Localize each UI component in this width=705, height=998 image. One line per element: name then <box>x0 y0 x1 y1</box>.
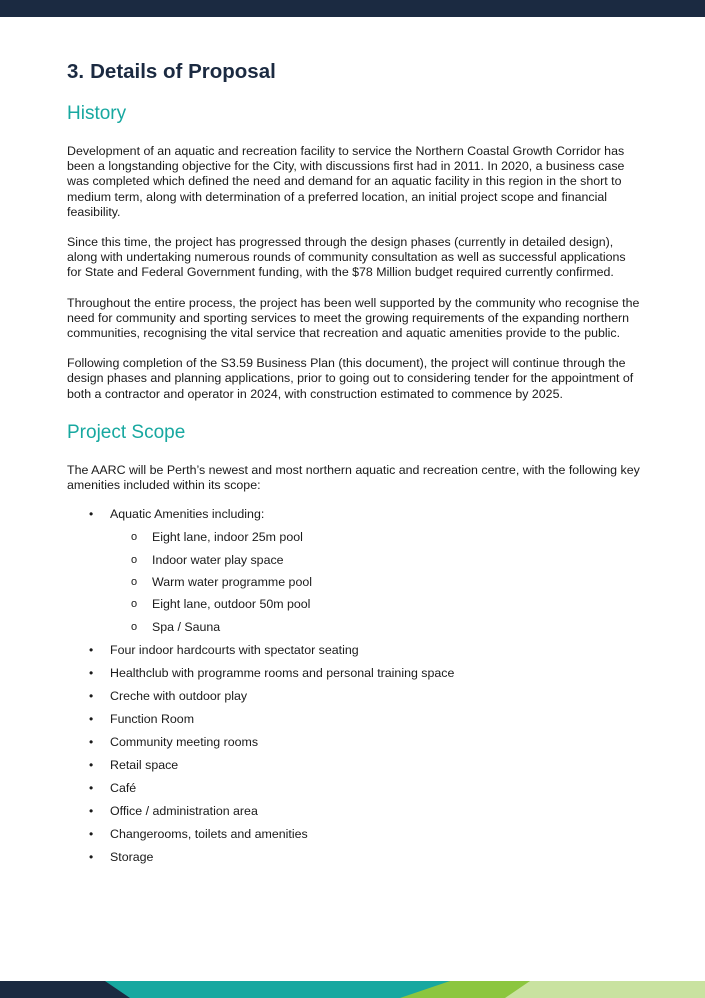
circle-bullet-icon: o <box>131 598 138 611</box>
bullet-icon: • <box>89 826 94 841</box>
sub-item-label: Warm water programme pool <box>152 575 312 590</box>
bullet-icon: • <box>89 849 94 864</box>
list-item-label: Retail space <box>110 757 179 772</box>
list-item-label: Aquatic Amenities including: <box>110 507 265 522</box>
section-title: Details of Proposal <box>90 60 276 83</box>
bullet-icon: • <box>89 665 94 680</box>
sub-list-item <box>110 620 642 635</box>
list-item-label: Storage <box>110 849 154 864</box>
list-item-label: Creche with outdoor play <box>110 688 248 703</box>
sub-item-label: Eight lane, outdoor 50m pool <box>152 597 311 612</box>
list-item-label: Function Room <box>110 711 195 726</box>
history-heading: History <box>67 103 127 124</box>
sub-item-label: Indoor water play space <box>152 552 284 567</box>
bullet-icon: • <box>89 711 94 726</box>
sub-item-label: Eight lane, indoor 25m pool <box>152 530 303 545</box>
list-item <box>67 735 642 750</box>
list-item <box>67 850 642 865</box>
list-item <box>67 827 642 842</box>
history-paragraph: Development of an aquatic and recreation facility to service the Northern Coastal Growth Corridor has been a longstanding objective for the City, with discussions first had in 2011. In 2020, a business case was completed which defined the need and demand for an aquatic facility in this region in the short to medium term, along with determination of a preferred location, an initial project scope and financial feasibility. <box>67 144 625 219</box>
sub-item-label: Spa / Sauna <box>152 619 221 634</box>
footer-band <box>0 981 705 998</box>
list-item <box>67 666 642 681</box>
history-paragraph: Following completion of the S3.59 Business Plan (this document), the project will continue through the design phases and planning applications, prior to going out to considering tender for the appointment of both a contractor and operator in 2024, with construction estimated to commence by 2025. <box>67 356 634 401</box>
list-item <box>67 712 642 727</box>
section-heading <box>67 58 642 86</box>
circle-bullet-icon: o <box>131 531 138 544</box>
bullet-icon: • <box>89 780 94 795</box>
aquatic-sublist <box>110 530 642 635</box>
bullet-icon: • <box>89 642 94 657</box>
list-item <box>67 758 642 773</box>
list-item-label: Community meeting rooms <box>110 734 259 749</box>
list-item-label: Four indoor hardcourts with spectator seating <box>110 642 359 657</box>
footer-band-teal <box>105 981 450 998</box>
document-body <box>67 58 642 873</box>
list-item-label: Changerooms, toilets and amenities <box>110 826 308 841</box>
list-item <box>67 643 642 658</box>
amenities-list <box>67 507 642 865</box>
bullet-icon: • <box>89 507 94 522</box>
bullet-icon: • <box>89 734 94 749</box>
section-number: 3. <box>67 60 85 83</box>
scope-intro: The AARC will be Perth’s newest and most northern aquatic and recreation centre, with the following key amenities included within its scope: <box>67 462 640 493</box>
circle-bullet-icon: o <box>131 620 138 633</box>
list-item <box>67 689 642 704</box>
sub-list-item <box>110 530 642 545</box>
footer-band-light-green <box>505 981 705 998</box>
list-item-label: Healthclub with programme rooms and personal training space <box>110 665 455 680</box>
circle-bullet-icon: o <box>131 576 138 589</box>
history-paragraph: Throughout the entire process, the project has been well supported by the community who recognise the need for community and sporting services to meet the growing requirements of the expanding northern communities, recognising the vital service that recreation and aquatic amenities provide to the public. <box>67 295 640 341</box>
bullet-icon: • <box>89 803 94 818</box>
sub-list-item <box>110 575 642 590</box>
list-item-label: Office / administration area <box>110 803 258 818</box>
sub-list-item <box>110 597 642 612</box>
circle-bullet-icon: o <box>131 553 138 566</box>
list-item-label: Café <box>110 780 137 795</box>
history-paragraph: Since this time, the project has progressed through the design phases (currently in detailed design), along with undertaking numerous rounds of community consultation as well as successful applications for State and Federal Government funding, with the $78 Million budget required currently confirmed. <box>67 235 626 280</box>
project-scope-heading: Project Scope <box>67 421 186 443</box>
bullet-icon: • <box>89 688 94 703</box>
header-bar <box>0 0 705 17</box>
list-item <box>67 507 642 635</box>
sub-list-item <box>110 553 642 568</box>
bullet-icon: • <box>89 757 94 772</box>
list-item <box>67 781 642 796</box>
list-item <box>67 804 642 819</box>
